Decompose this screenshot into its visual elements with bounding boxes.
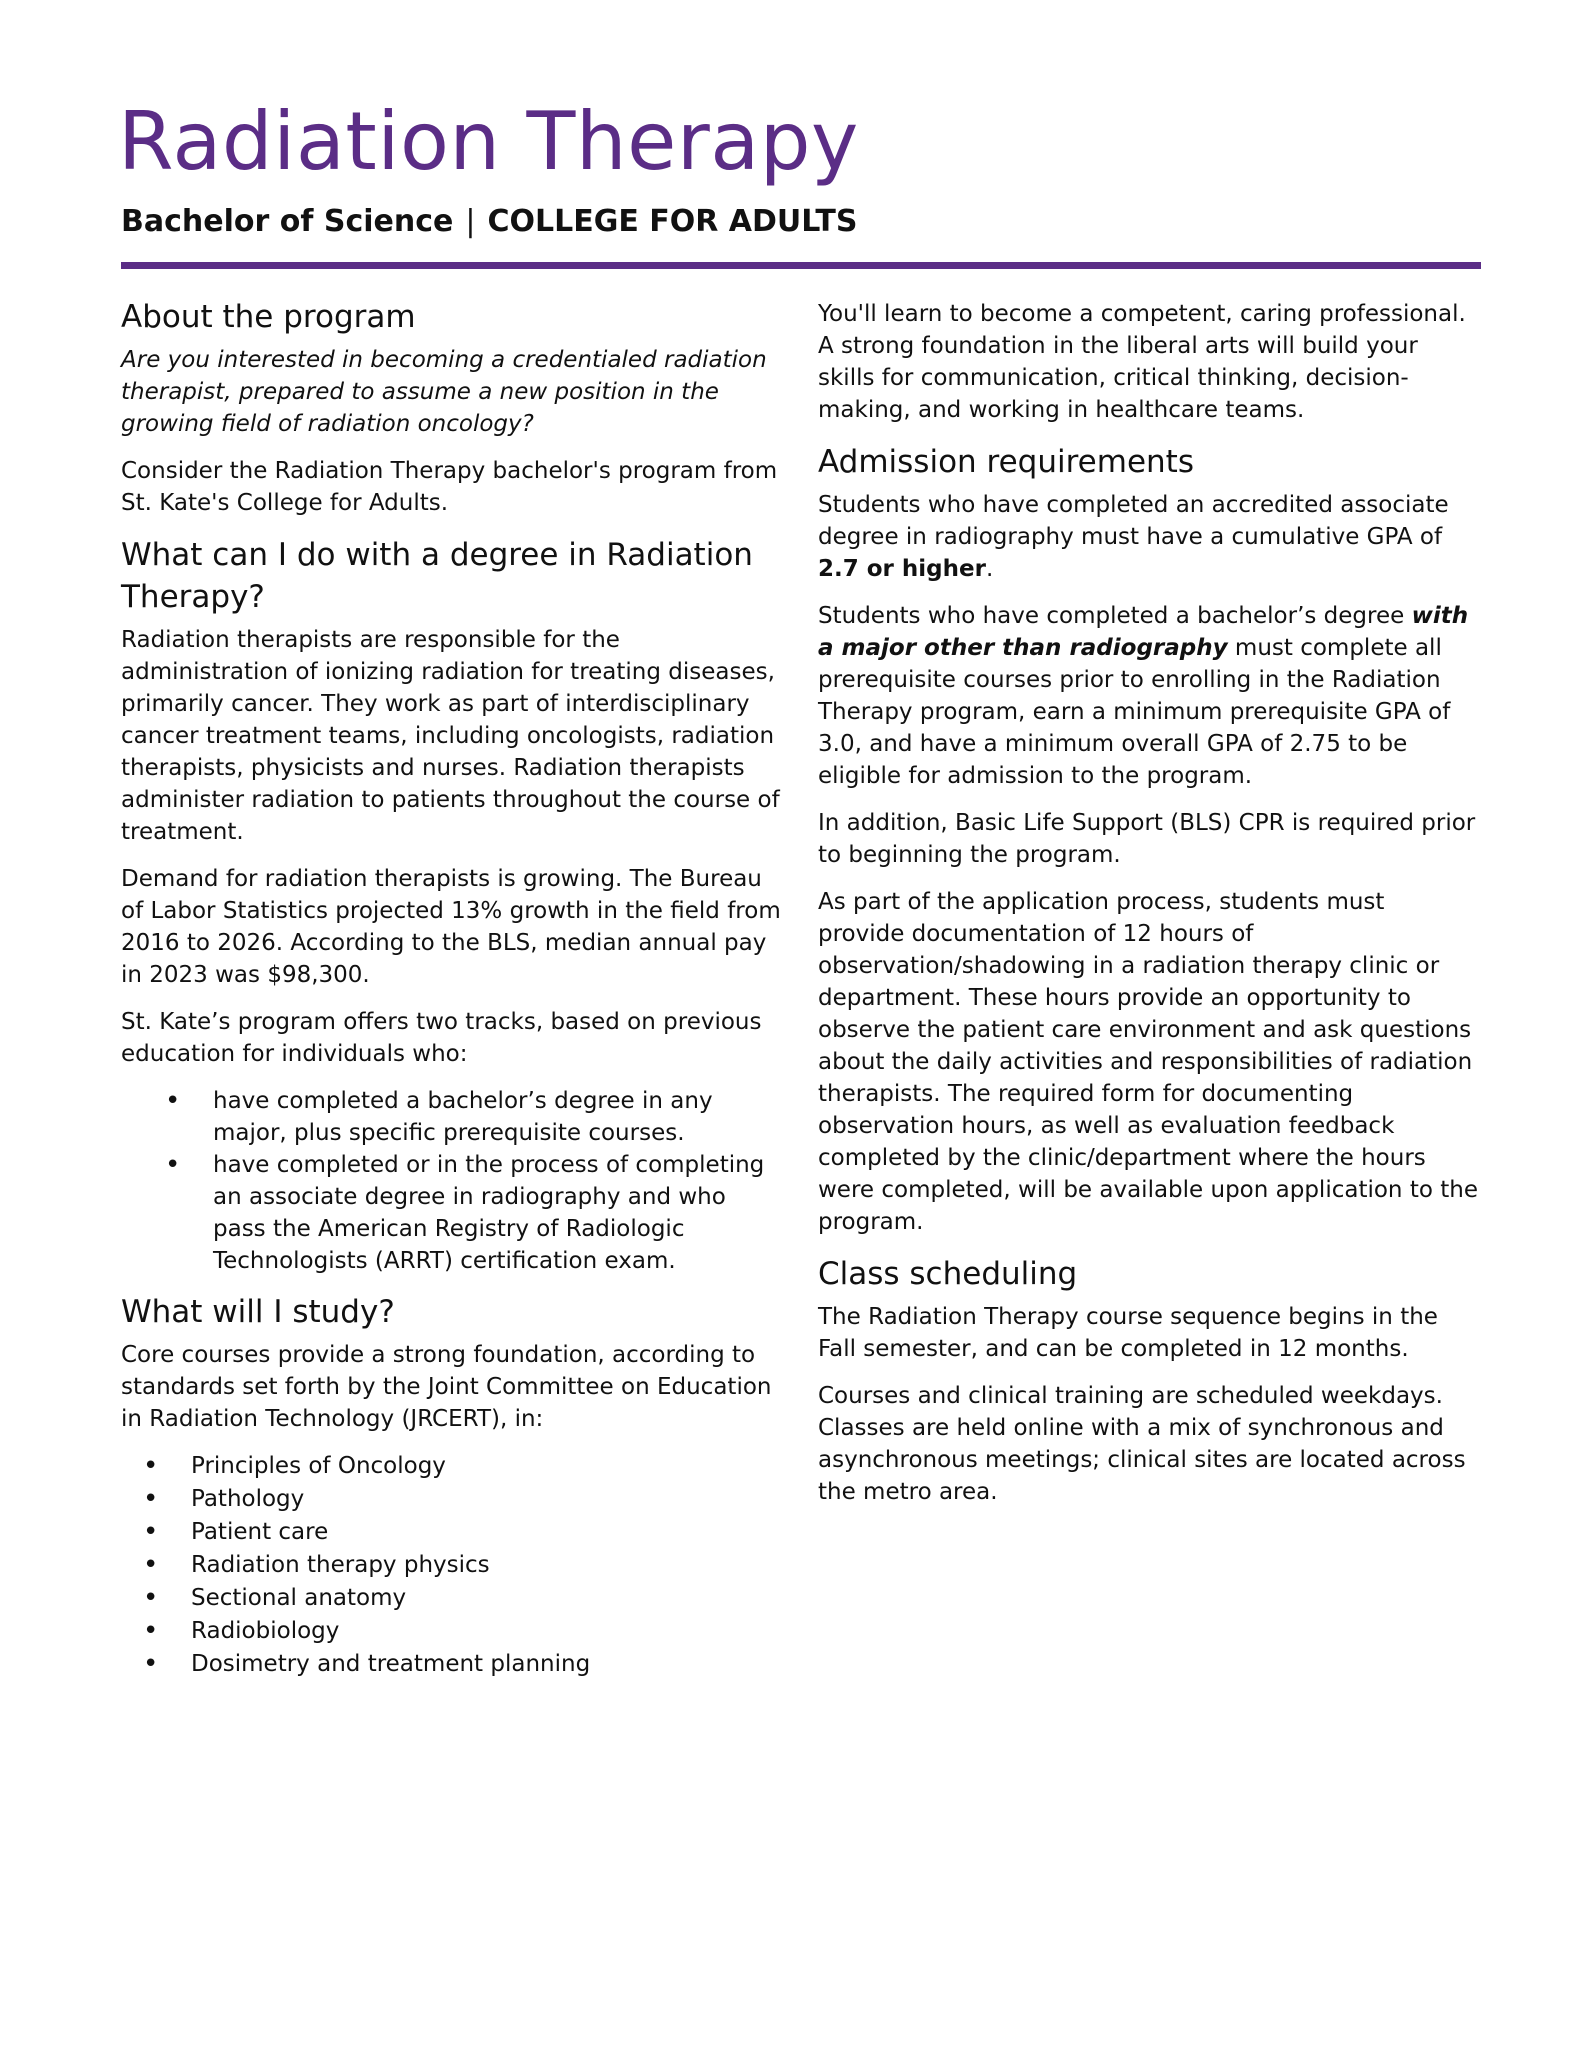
study-heading: What will I study?	[121, 1294, 395, 1330]
left-column	[121, 296, 781, 1681]
admission-bachelor-paragraph	[818, 600, 1478, 792]
about-body: Consider the Radiation Therapy bachelor's program from St. Kate's College for Adults.	[121, 458, 778, 516]
admission-cpr-paragraph: In addition, Basic Life Support (BLS) CPR is required prior to beginning the program.	[818, 810, 1476, 868]
track-item: • have completed a bachelor’s degree in any major, plus specific prerequisite courses.	[213, 1085, 781, 1149]
gpa-requirement: 2.7 or higher	[818, 556, 986, 582]
outcomes-paragraph: You'll learn to become a competent, caring professional. A strong foundation in the liberal arts will build your skills for communication, critical thinking, decision-making, and working in healthcare teams.	[818, 301, 1466, 423]
course-item: • Sectional anatomy	[191, 1582, 781, 1615]
about-heading: About the program	[121, 299, 416, 335]
careers-paragraph: Radiation therapists are responsible for the administration of ionizing radiation for treating diseases, primarily cancer. They work as part of interdisciplinary cancer treatment teams, including oncologists, radiation therapists, physicists and nurses. Radiation therapists administer radiation to patients throughout the course of treatment.	[121, 627, 780, 845]
college-label: COLLEGE FOR ADULTS	[487, 204, 858, 239]
course-item: • Radiobiology	[191, 1615, 781, 1648]
admission-section	[818, 441, 1478, 1238]
careers-paragraph: Demand for radiation therapists is growing. The Bureau of Labor Statistics projected 13% growth in the field from 2016 to 2026. According to the BLS, median annual pay in 2023 was $98,300.	[121, 866, 781, 988]
careers-section	[121, 534, 781, 1277]
course-item: • Pathology	[191, 1483, 781, 1516]
course-item: • Radiation therapy physics	[191, 1549, 781, 1582]
tracks-list	[121, 1085, 781, 1277]
courses-list	[121, 1450, 781, 1681]
course-item: • Dosimetry and treatment planning	[191, 1648, 781, 1681]
admission-associate-paragraph	[818, 489, 1478, 585]
text-run: Students who have completed a bachelor’s degree	[818, 603, 1412, 629]
text-run: Students who have completed an accredited associate degree in radiography must have a cumulative GPA of	[818, 492, 1449, 550]
header-divider	[121, 262, 1481, 269]
course-item: • Principles of Oncology	[191, 1450, 781, 1483]
study-section	[121, 1291, 781, 1681]
study-intro: Core courses provide a strong foundation, according to standards set forth by the Joint Committee on Education in Radiation Technology (JRCERT), in:	[121, 1342, 772, 1432]
page-subtitle	[121, 202, 858, 242]
page-title: Radiation Therapy	[118, 95, 859, 188]
scheduling-section	[818, 1253, 1478, 1508]
major-emphasis: with a major other than radiography	[818, 603, 1469, 661]
scheduling-paragraph: The Radiation Therapy course sequence begins in the Fall semester, and can be completed in 12 months.	[818, 1304, 1438, 1362]
careers-heading: What can I do with a degree in Radiation Therapy?	[121, 537, 753, 615]
about-lead: Are you interested in becoming a credentialed radiation therapist, prepared to assume a new position in the growing field of radiation oncology?	[121, 347, 767, 437]
text-run: must complete all prerequisite courses prior to enrolling in the Radiation Therapy program, earn a minimum prerequisite GPA of 3.0, and have a minimum overall GPA of 2.75 to be eligible for admission to the program.	[818, 635, 1451, 789]
track-item: • have completed or in the process of completing an associate degree in radiography and who pass the American Registry of Radiologic Technologists (ARRT) certification exam.	[213, 1149, 781, 1277]
careers-paragraph: St. Kate’s program offers two tracks, based on previous education for individuals who:	[121, 1009, 762, 1067]
admission-observation-paragraph: As part of the application process, students must provide documentation of 12 hours of observation/shadowing in a radiation therapy clinic or department. These hours provide an opportunity to observe the patient care environment and ask questions about the daily activities and responsibilities of radiation therapists. The required form for documenting observation hours, as well as evaluation feedback completed by the clinic/department where the hours were completed, will be available upon application to the program.	[818, 889, 1478, 1235]
course-item: • Patient care	[191, 1516, 781, 1549]
degree-label: Bachelor of Science	[121, 204, 454, 239]
admission-heading: Admission requirements	[818, 444, 1194, 480]
right-column	[818, 298, 1478, 1523]
scheduling-heading: Class scheduling	[818, 1256, 1078, 1292]
scheduling-paragraph: Courses and clinical training are scheduled weekdays. Classes are held online with a mix of synchronous and asynchronous meetings; clinical sites are located across the metro area.	[818, 1383, 1466, 1505]
text-run: .	[985, 556, 994, 582]
about-section	[121, 296, 781, 519]
subtitle-separator: |	[465, 204, 476, 239]
